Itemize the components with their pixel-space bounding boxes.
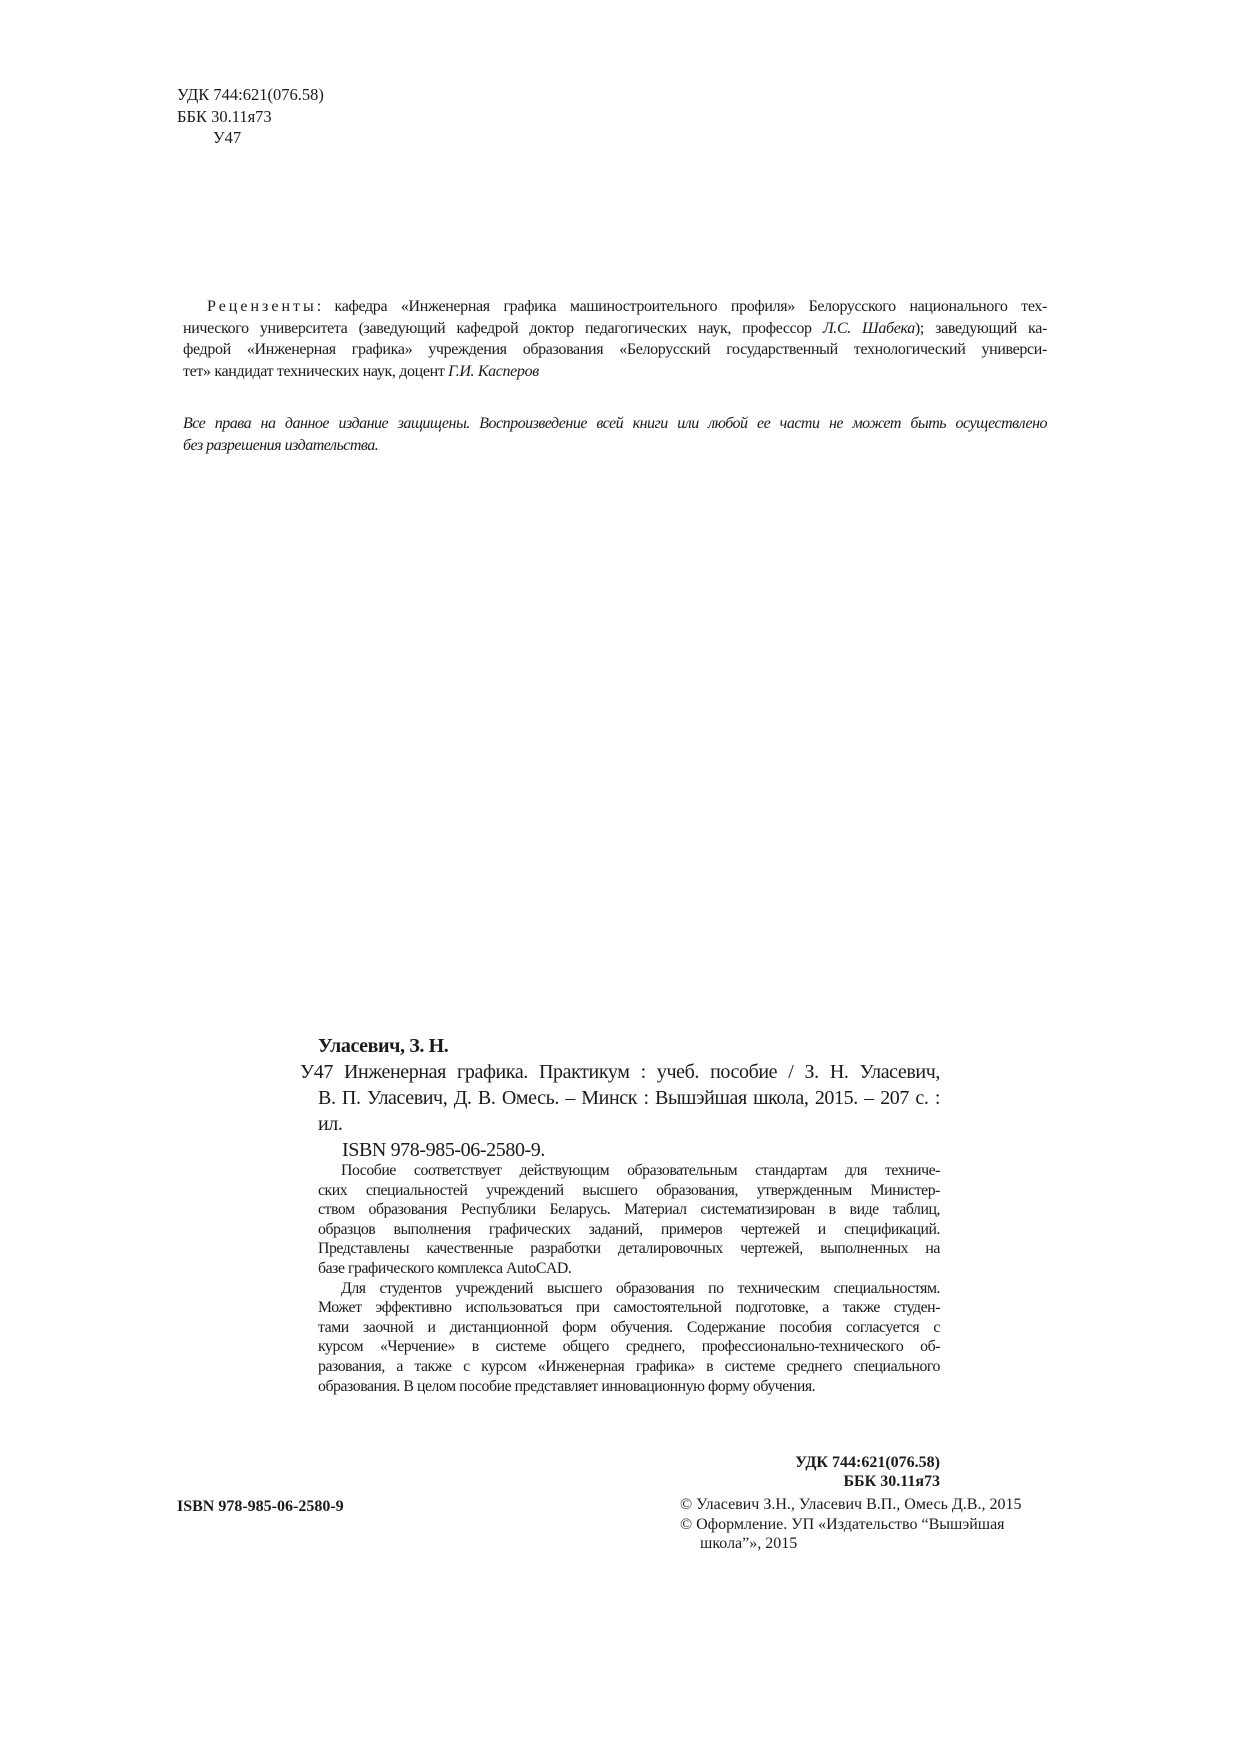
rights-line: без разрешения издательства. [183,436,379,454]
bbk-code: ББК 30.11я73 [177,106,272,126]
reviewer-name: Л.С. Шабека [822,319,915,337]
reviewers-text: : кафедра «Инженерная графика машиностроительного профиля» Белорусского национального тех- [316,298,1047,315]
copyright-design-cont: школа”», 2015 [700,1535,798,1552]
bbk-code: ББК 30.11я73 [843,1473,940,1490]
reviewers-line [183,361,1047,383]
bibliographic-record [300,1033,940,1163]
copyright-design: © Оформление. УП «Издательство “Вышэйшая [680,1515,1005,1533]
annotation-line: базе графического комплекса AutoCAD. [318,1259,572,1277]
isbn-footer: ISBN 978-985-06-2580-9 [177,1498,344,1515]
isbn: ISBN 978-985-06-2580-9. [342,1139,546,1161]
annotation-line: образцов выполнения графических заданий, примеров чертежей и спецификаций. [318,1220,940,1238]
annotation-line: курсом «Черчение» в системе общего среднего, профессионально-технического об- [318,1338,940,1356]
annotation-line: Может эффективно использоваться при самостоятельной подготовке, а также студен- [318,1299,940,1317]
reviewer-name: Г.И. Касперов [448,362,539,380]
udc-code: УДК 744:621(076.58) [795,1454,940,1471]
annotation-line: образования. В целом пособие представляет инновационную форму обучения. [318,1377,816,1395]
reviewers-label: Рецензенты [207,298,317,315]
reviewers-line: федрой «Инженерная графика» учреждения образования «Белорусский государственный технологический универси- [183,341,1047,359]
rights-notice [183,413,1047,456]
copyright-block [680,1495,1050,1554]
reviewers-text: ); заведующий ка- [914,319,1047,337]
reviewers-paragraph [183,296,1047,382]
biblio-line: ил. [318,1113,343,1135]
annotation [318,1161,940,1396]
author-heading: Уласевич, З. Н. [318,1035,449,1057]
classification-footer [700,1453,940,1491]
annotation-line: Для студентов учреждений высшего образования по техническим специальностям. [341,1279,940,1297]
annotation-line: Пособие соответствует действующим образовательным стандартам для техниче- [341,1162,940,1179]
udc-code: УДК 744:621(076.58) [177,85,324,104]
annotation-line: разования, а также с курсом «Инженерная графика» в системе среднего специального [318,1357,940,1375]
author-mark: У47 [300,1061,333,1083]
annotation-line: ством образования Республики Беларусь. Материал систематизирован в виде таблиц, [318,1201,940,1219]
reviewers-line [183,296,1047,318]
biblio-line [300,1059,940,1085]
reviewers-text: нического университета (заведующий кафедрой доктор педагогических наук, профессор [183,319,823,337]
biblio-first-line-wrap [300,1059,940,1085]
annotation-line: ских специальностей учреждений высшего образования, утвержденным Министер- [318,1181,940,1199]
biblio-text: Инженерная графика. Практикум : учеб. пособие / З. Н. Уласевич, [344,1061,940,1083]
reviewers-text: тет» кандидат технических наук, доцент [183,362,449,380]
author-mark: У47 [213,128,242,147]
copyright-authors: © Уласевич З.Н., Уласевич В.П., Омесь Д.В., 2015 [680,1496,1022,1513]
classification-block [177,84,324,149]
annotation-line: Представлены качественные разработки деталировочных чертежей, выполненных на [318,1240,940,1258]
reviewers-line [183,318,1047,340]
biblio-line: В. П. Уласевич, Д. В. Омесь. – Минск : Вышэйшая школа, 2015. – 207 с. : [318,1087,940,1109]
rights-line: Все права на данное издание защищены. Воспроизведение всей книги или любой ее части не может быть осуществлено [183,415,1047,432]
annotation-line: тами заочной и дистанционной форм обучения. Содержание пособия согласуется с [318,1318,940,1336]
